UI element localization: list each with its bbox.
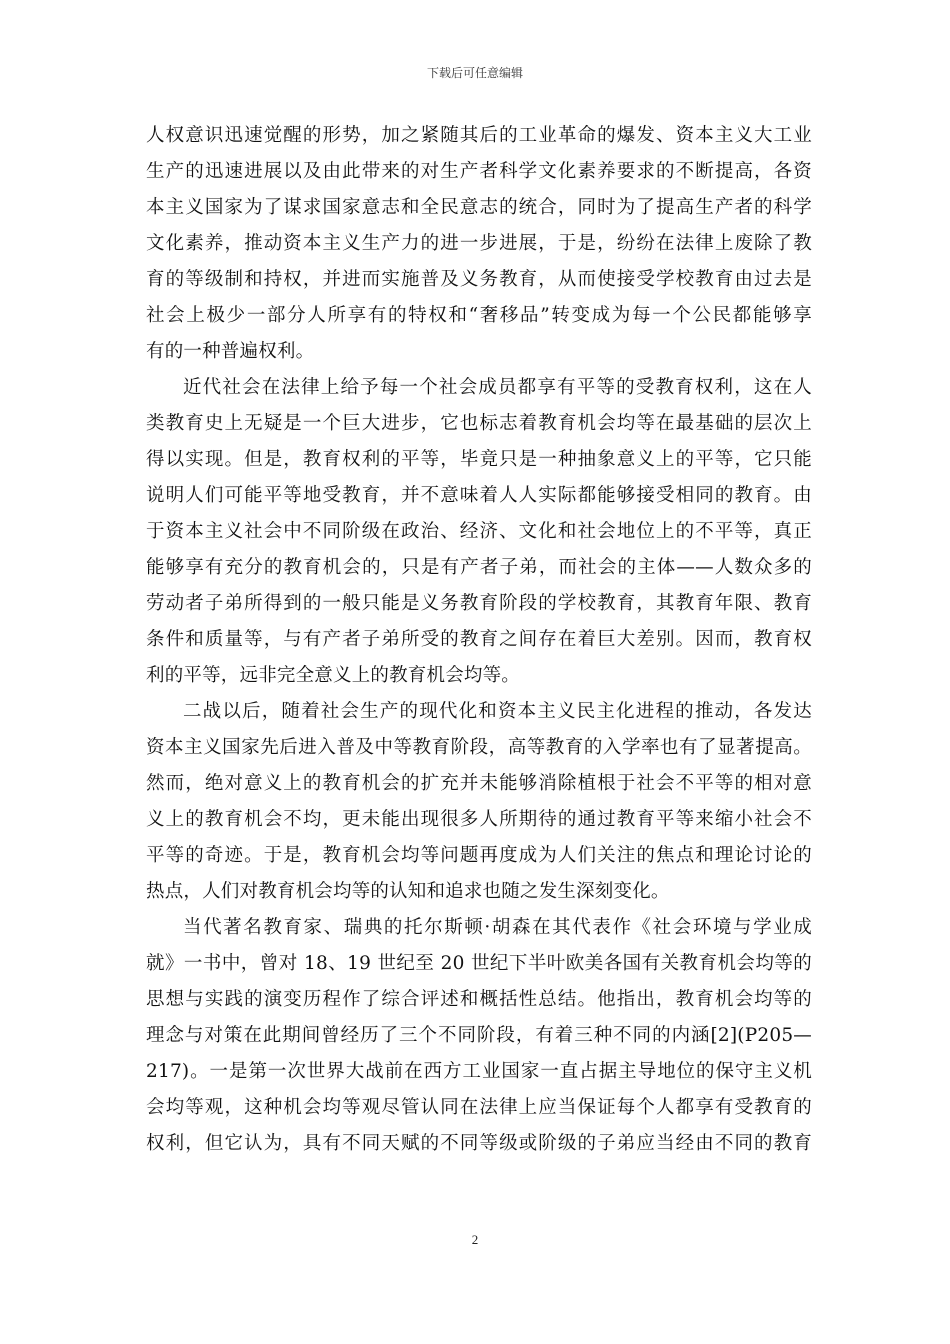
text-line: 人权意识迅速觉醒的形势，加之紧随其后的工业革命的爆发、资本主义大工业	[146, 125, 812, 146]
paragraph	[146, 370, 812, 694]
text-line: 当代著名教育家、瑞典的托尔斯顿·胡森在其代表作《社会环境与学业成	[183, 917, 812, 938]
paragraph	[146, 910, 812, 1162]
text-line: 理念与对策在此期间曾经历了三个不同阶段，有着三种不同的内涵[2](P205—	[146, 1025, 812, 1046]
text-line: 生产的迅速进展以及由此带来的对生产者科学文化素养要求的不断提高，各资	[146, 161, 812, 182]
text-line: 劳动者子弟所得到的一般只能是义务教育阶段的学校教育，其教育年限、教育	[146, 593, 812, 614]
text-line: 近代社会在法律上给予每一个社会成员都享有平等的受教育权利，这在人	[183, 377, 812, 398]
text-line: 有的一种普遍权利。	[146, 341, 315, 362]
text-line: 权利，但它认为，具有不同天赋的不同等级或阶级的子弟应当经由不同的教育	[146, 1133, 812, 1154]
text-line: 说明人们可能平等地受教育，并不意味着人人实际都能够接受相同的教育。由	[146, 485, 812, 506]
text-line: 二战以后，随着社会生产的现代化和资本主义民主化进程的推动，各发达	[183, 701, 812, 722]
text-line: 217)。一是第一次世界大战前在西方工业国家一直占据主导地位的保守主义机	[146, 1061, 812, 1082]
text-line: 条件和质量等，与有产者子弟所受的教育之间存在着巨大差别。因而，教育权	[146, 629, 812, 650]
text-line: 平等的奇迹。于是，教育机会均等问题再度成为人们关注的焦点和理论讨论的	[146, 845, 812, 866]
text-line: 于资本主义社会中不同阶级在政治、经济、文化和社会地位上的不平等，真正	[146, 521, 812, 542]
text-line: 文化素养，推动资本主义生产力的进一步进展，于是，纷纷在法律上废除了教	[146, 233, 812, 254]
paragraph	[146, 118, 812, 370]
text-line: 类教育史上无疑是一个巨大进步，它也标志着教育机会均等在最基础的层次上	[146, 413, 812, 434]
text-line: 育的等级制和持权，并进而实施普及义务教育，从而使接受学校教育由过去是	[146, 269, 812, 290]
text-line: 然而，绝对意义上的教育机会的扩充并未能够消除植根于社会不平等的相对意	[146, 773, 812, 794]
text-line: 思想与实践的演变历程作了综合评述和概括性总结。他指出，教育机会均等的	[146, 989, 812, 1010]
text-line: 社会上极少一部分人所享有的特权和“奢移品”转变成为每一个公民都能够享	[146, 305, 812, 326]
text-line: 资本主义国家先后进入普及中等教育阶段，高等教育的入学率也有了显著提高。	[146, 737, 812, 758]
page-number: 2	[471, 1232, 479, 1247]
text-line: 热点，人们对教育机会均等的认知和追求也随之发生深刻变化。	[146, 881, 670, 902]
page-header: 下载后可任意编辑	[426, 66, 523, 80]
text-line: 能够享有充分的教育机会的，只是有产者子弟，而社会的主体——人数众多的	[146, 557, 812, 578]
document-body	[146, 118, 812, 1162]
text-line: 就》一书中，曾对 18、19 世纪至 20 世纪下半叶欧美各国有关教育机会均等的	[146, 953, 812, 974]
text-line: 本主义国家为了谋求国家意志和全民意志的统合，同时为了提高生产者的科学	[146, 197, 812, 218]
paragraph	[146, 694, 812, 910]
text-line: 会均等观，这种机会均等观尽管认同在法律上应当保证每个人都享有受教育的	[146, 1097, 812, 1118]
text-line: 利的平等，远非完全意义上的教育机会均等。	[146, 665, 521, 686]
text-line: 得以实现。但是，教育权利的平等，毕竟只是一种抽象意义上的平等，它只能	[146, 449, 812, 470]
text-line: 义上的教育机会不均，更未能出现很多人所期待的通过教育平等来缩小社会不	[146, 809, 812, 830]
